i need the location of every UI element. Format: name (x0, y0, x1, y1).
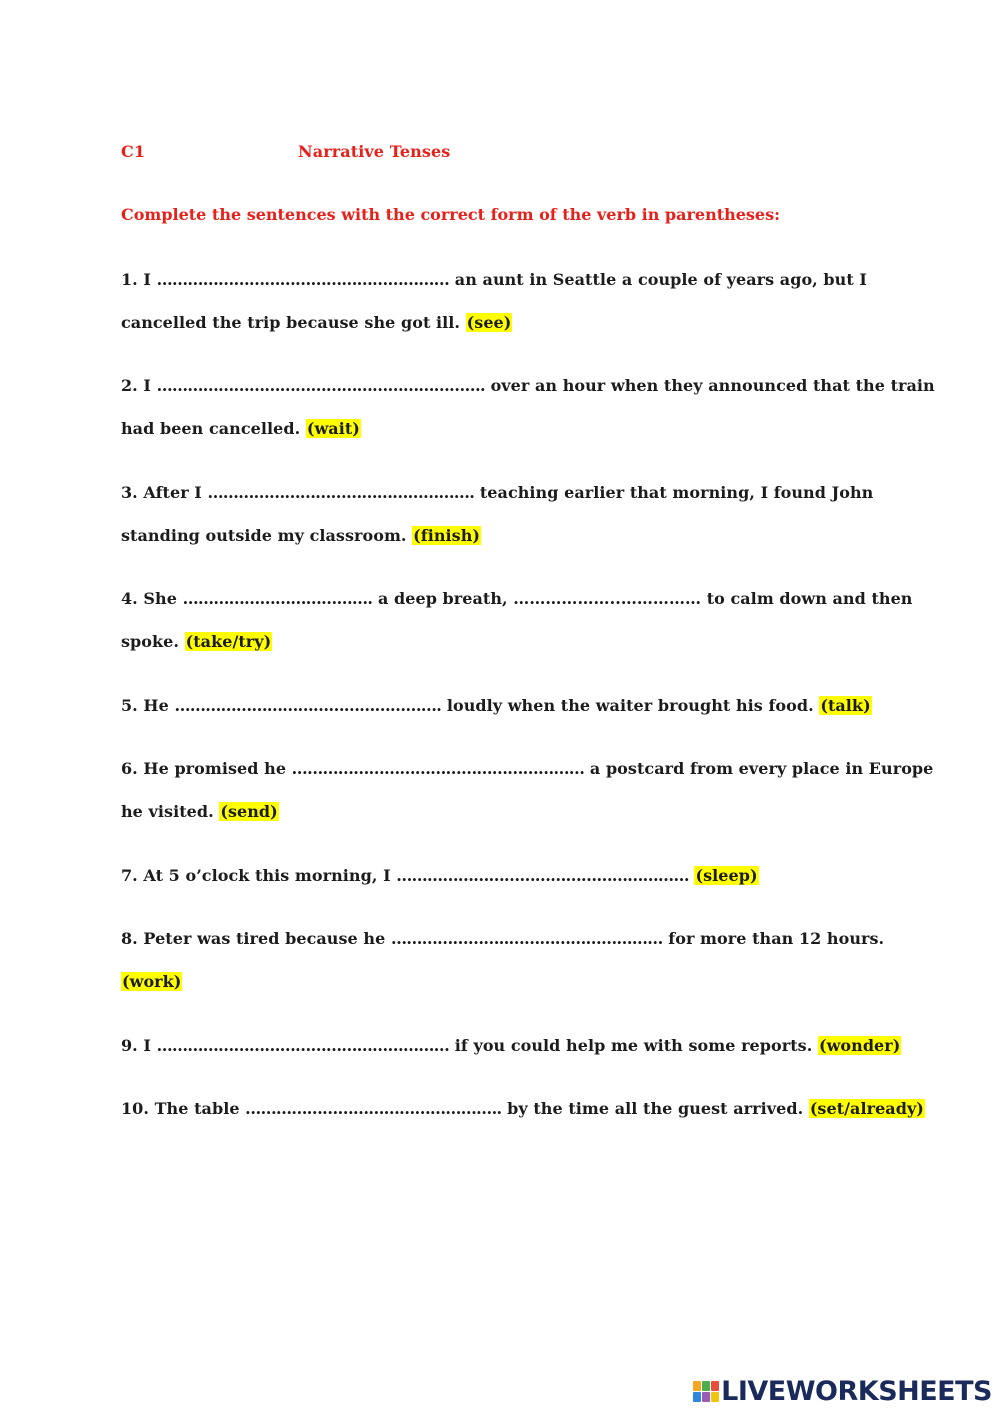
answer-blank[interactable]: ………………………………………………………. (156, 376, 485, 395)
verb-hint: (finish) (413, 526, 481, 545)
exercise-line (121, 802, 279, 821)
exercise-line (121, 632, 272, 651)
answer-blank[interactable]: ………………………………………………… (156, 1036, 450, 1055)
exercise-line (121, 1099, 925, 1118)
exercise-text-continued: a deep breath, ………………..…………… to calm down and then (372, 589, 913, 608)
exercise-line (121, 376, 935, 395)
level-label: C1 (121, 142, 146, 161)
verb-hint: (see) (466, 313, 512, 332)
exercise-text: 10. The table (121, 1099, 246, 1118)
exercise-line (121, 929, 884, 948)
liveworksheets-logo-icon (693, 1381, 719, 1403)
exercise-text: 6. He promised he (121, 759, 292, 778)
instruction-text: Complete the sentences with the correct form of the verb in parentheses: (121, 205, 781, 224)
exercise-line (121, 759, 933, 778)
exercise-line (121, 313, 512, 332)
answer-blank[interactable]: ……………………………………………. (174, 696, 442, 715)
exercise-text: spoke. (121, 632, 185, 651)
exercise-text: 9. I (121, 1036, 157, 1055)
exercise-text: 8. Peter was tired because he (121, 929, 391, 948)
brand-name: LIVEWORKSHEETS (721, 1376, 992, 1407)
verb-hint: (take/try) (185, 632, 272, 651)
verb-hint: (sleep) (695, 866, 758, 885)
exercise-line (121, 483, 873, 502)
exercise-line (121, 589, 913, 608)
exercise-text: 2. I (121, 376, 157, 395)
verb-hint: (wonder) (818, 1036, 901, 1055)
exercise-text: cancelled the trip because she got ill. (121, 313, 466, 332)
answer-blank[interactable]: ………………………………………………… (396, 866, 689, 885)
answer-blank[interactable]: ……………………………………………. (207, 483, 475, 502)
verb-hint: (work) (122, 972, 182, 991)
exercise-text: 1. I (121, 270, 157, 289)
answer-blank[interactable]: ………………………………………………… (156, 270, 450, 289)
exercise-text: 3. After I (121, 483, 208, 502)
exercise-text: 5. He (121, 696, 175, 715)
exercise-line (121, 972, 182, 991)
exercise-text-continued: over an hour when they announced that the train (484, 376, 935, 395)
exercise-text-continued: if you could help me with some reports. (449, 1036, 818, 1055)
exercise-text: standing outside my classroom. (121, 526, 413, 545)
exercise-text: 7. At 5 o’clock this morning, I (121, 866, 397, 885)
exercise-line (121, 419, 361, 438)
exercise-text: had been cancelled. (121, 419, 306, 438)
exercise-line (121, 270, 867, 289)
verb-hint: (set/already) (809, 1099, 924, 1118)
exercise-text-continued: an aunt in Seattle a couple of years ago, but I (449, 270, 867, 289)
exercise-text-continued: teaching earlier that morning, I found John (474, 483, 874, 502)
verb-hint: (send) (220, 802, 278, 821)
exercise-line (121, 866, 759, 885)
exercise-line (121, 526, 481, 545)
exercise-text: he visited. (121, 802, 220, 821)
exercise-text: 4. She (121, 589, 183, 608)
worksheet-title: Narrative Tenses (298, 142, 451, 161)
exercise-text-continued: for more than 12 hours. (662, 929, 885, 948)
answer-blank[interactable]: …………………..………………………… (390, 929, 663, 948)
answer-blank[interactable]: ………………………………………….. (245, 1099, 502, 1118)
exercise-text-continued: by the time all the guest arrived. (501, 1099, 809, 1118)
exercise-text-continued: loudly when the waiter brought his food. (441, 696, 820, 715)
exercise-line (121, 1036, 901, 1055)
verb-hint: (wait) (306, 419, 360, 438)
exercise-line (121, 696, 872, 715)
exercise-text-continued: a postcard from every place in Europe (584, 759, 934, 778)
answer-blank[interactable]: ………………………………………………… (291, 759, 585, 778)
brand-logo (693, 1376, 992, 1407)
verb-hint: (talk) (820, 696, 871, 715)
answer-blank[interactable]: ………………………………. (182, 589, 373, 608)
